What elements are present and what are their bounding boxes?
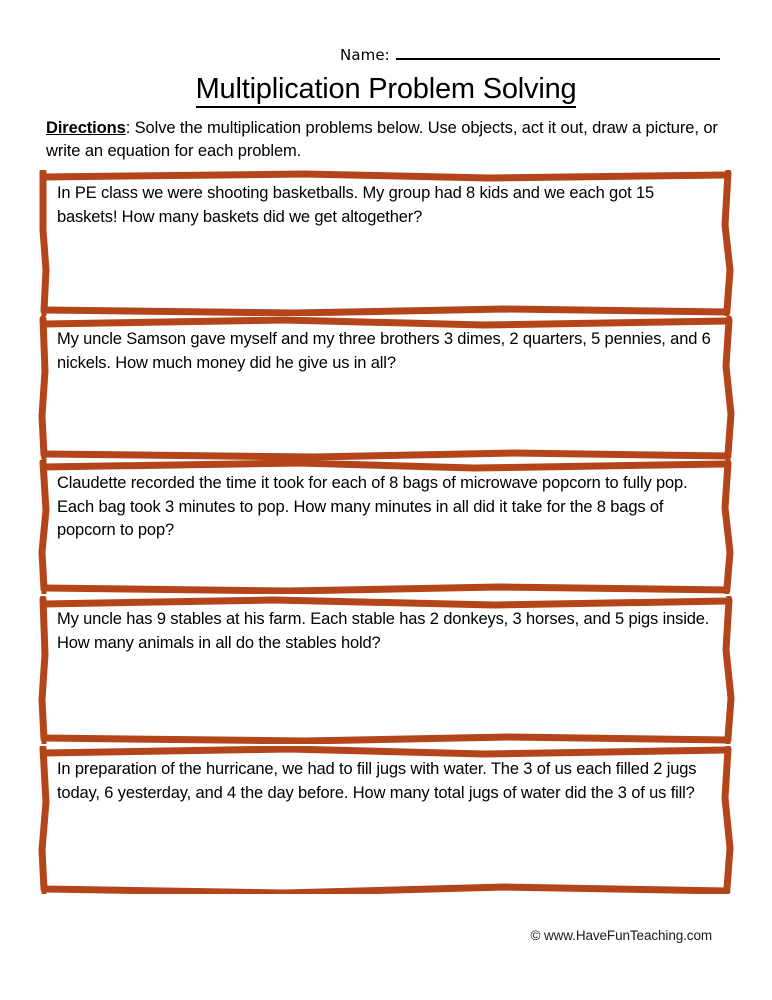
directions-text: : Solve the multiplication problems below. Use objects, act it out, draw a picture, or write an equation for each problem. <box>46 119 718 160</box>
problem-text: In preparation of the hurricane, we had to fill jugs with water. The 3 of us each filled 2 jugs today, 6 yesterday, and 4 the day before. How many total jugs of water did the 3 of us fill? <box>57 760 697 802</box>
answer-area[interactable] <box>57 414 722 454</box>
problem-box <box>34 596 740 744</box>
directions-label: Directions <box>46 119 126 137</box>
name-field-row <box>340 44 720 68</box>
page-title-text: Multiplication Problem Solving <box>196 73 577 108</box>
problem-text: Claudette recorded the time it took for each of 8 bags of microwave popcorn to fully pop. Each bag took 3 minutes to pop. How many minutes in all did it take for the 8 bags of popcorn to pop? <box>57 474 688 539</box>
problem-box <box>34 746 740 894</box>
problem-box <box>34 460 740 594</box>
problem-text: My uncle Samson gave myself and my three brothers 3 dimes, 2 quarters, 5 pennies, and 6 nickels. How much money did he give us in all? <box>57 330 711 372</box>
name-write-line[interactable] <box>396 44 720 60</box>
problem-text: In PE class we were shooting basketballs. My group had 8 kids and we each got 15 baskets! How many baskets did we get altogether? <box>57 184 655 226</box>
problem-box <box>34 170 740 316</box>
name-label: Name: <box>340 46 390 64</box>
answer-area[interactable] <box>57 270 722 310</box>
answer-area[interactable] <box>57 848 722 888</box>
problem-box <box>34 316 740 460</box>
problem-text: My uncle has 9 stables at his farm. Each stable has 2 donkeys, 3 horses, and 5 pigs inside. How many animals in all do the stables hold? <box>57 610 710 652</box>
copyright-footer: © www.HaveFunTeaching.com <box>530 928 712 943</box>
answer-area[interactable] <box>57 548 722 588</box>
directions <box>46 117 736 163</box>
answer-area[interactable] <box>57 698 722 738</box>
page-title <box>0 72 772 106</box>
